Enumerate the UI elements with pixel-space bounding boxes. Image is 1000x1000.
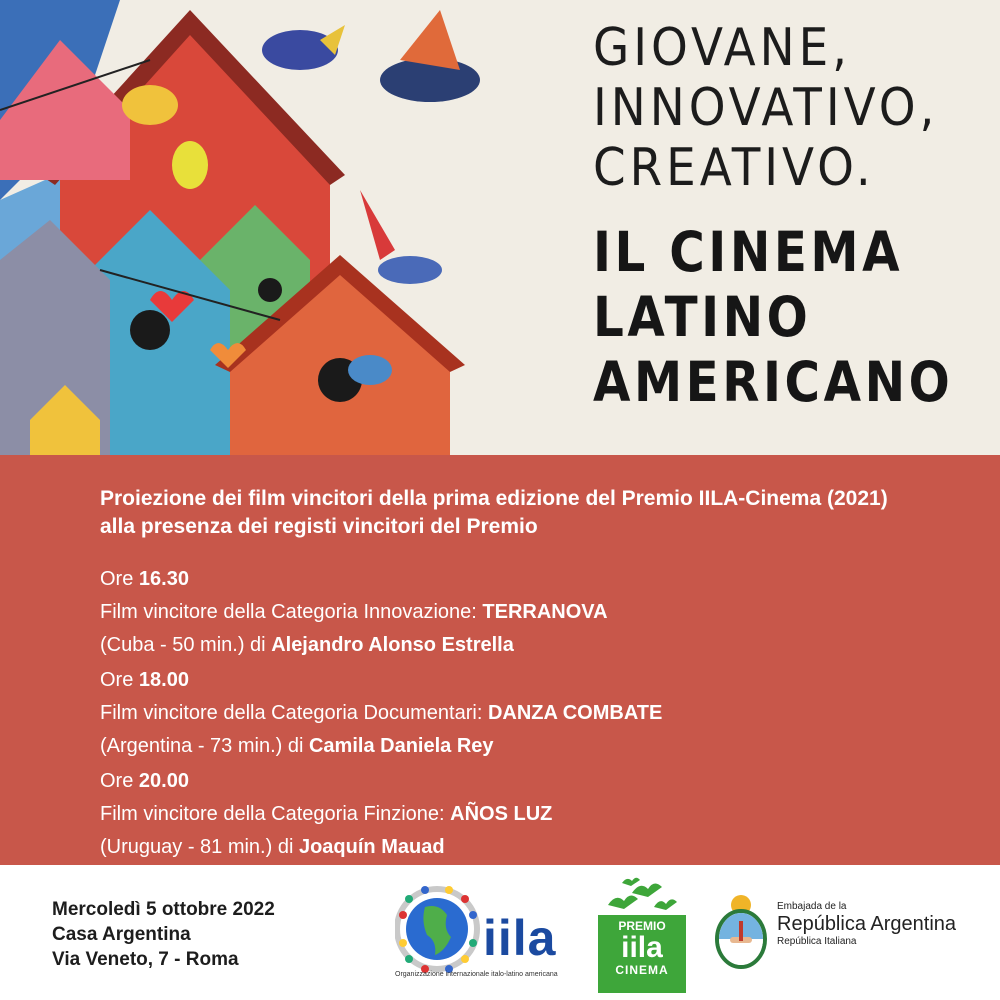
screening-time: Ore 16.30: [100, 568, 189, 590]
program-intro: Proiezione dei film vincitori della prima edizione del Premio IILA-Cinema (2021) alla presenza dei registi vincitori del Premio: [100, 487, 888, 538]
tagline-line-1: GIOVANE,: [593, 18, 852, 78]
poster-header: [0, 0, 1000, 455]
tagline-line-2: INNOVATIVO,: [593, 78, 939, 138]
premio-box: PREMIO iila CINEMA: [598, 915, 686, 993]
screening-list: [100, 563, 940, 866]
birds-icon: [598, 875, 686, 919]
venue-address: Via Veneto, 7 - Roma: [52, 949, 239, 970]
tagline-line-3: CREATIVO.: [593, 138, 875, 198]
screening-item: [100, 563, 940, 662]
event-title-line-1: IL CINEMA: [593, 220, 904, 284]
event-title-line-3: AMERICANO: [593, 350, 954, 414]
screening-time: Ore 20.00: [100, 770, 189, 792]
film-title: TERRANOVA: [482, 601, 608, 623]
venue-info: [52, 897, 275, 972]
program-band: [0, 455, 1000, 865]
screening-item: [100, 765, 940, 864]
film-title: DANZA COMBATE: [487, 702, 663, 724]
director-name: Camila Daniela Rey: [308, 735, 494, 757]
headline: [593, 18, 993, 415]
screening-item: [100, 664, 940, 763]
event-date: Mercoledì 5 ottobre 2022: [52, 899, 275, 920]
iila-wordmark: iila: [483, 910, 557, 966]
venue-name: Casa Argentina: [52, 924, 191, 945]
event-title: [593, 220, 954, 415]
screening-details: (Argentina - 73 min.) di Camila Daniela Rey: [100, 735, 494, 757]
iila-caption: Organizzazione internazionale italo-latino americana: [395, 971, 558, 978]
screening-category: Film vincitore della Categoria Innovazione: TERRANOVA: [100, 601, 608, 623]
screening-time: Ore 18.00: [100, 669, 189, 691]
event-title-line-2: LATINO: [593, 285, 812, 349]
screening-category: Film vincitore della Categoria Documentari: DANZA COMBATE: [100, 702, 663, 724]
birdhouses-illustration: [0, 0, 480, 455]
director-name: Joaquín Mauad: [298, 836, 445, 858]
footer: [0, 865, 1000, 1000]
tagline: [593, 18, 993, 198]
embassy-text: Embajada de la República Argentina República Italiana: [777, 901, 957, 947]
film-title: AÑOS LUZ: [450, 803, 553, 825]
screening-category: Film vincitore della Categoria Finzione: AÑOS LUZ: [100, 803, 553, 825]
director-name: Alejandro Alonso Estrella: [271, 634, 514, 656]
screening-details: (Uruguay - 81 min.) di Joaquín Mauad: [100, 836, 445, 858]
premio-iila-cinema-logo: [598, 875, 686, 993]
embassy-logo: [712, 891, 982, 981]
screening-details: (Cuba - 50 min.) di Alejandro Alonso Estrella: [100, 634, 514, 656]
argentina-coat-of-arms-icon: [712, 891, 770, 971]
